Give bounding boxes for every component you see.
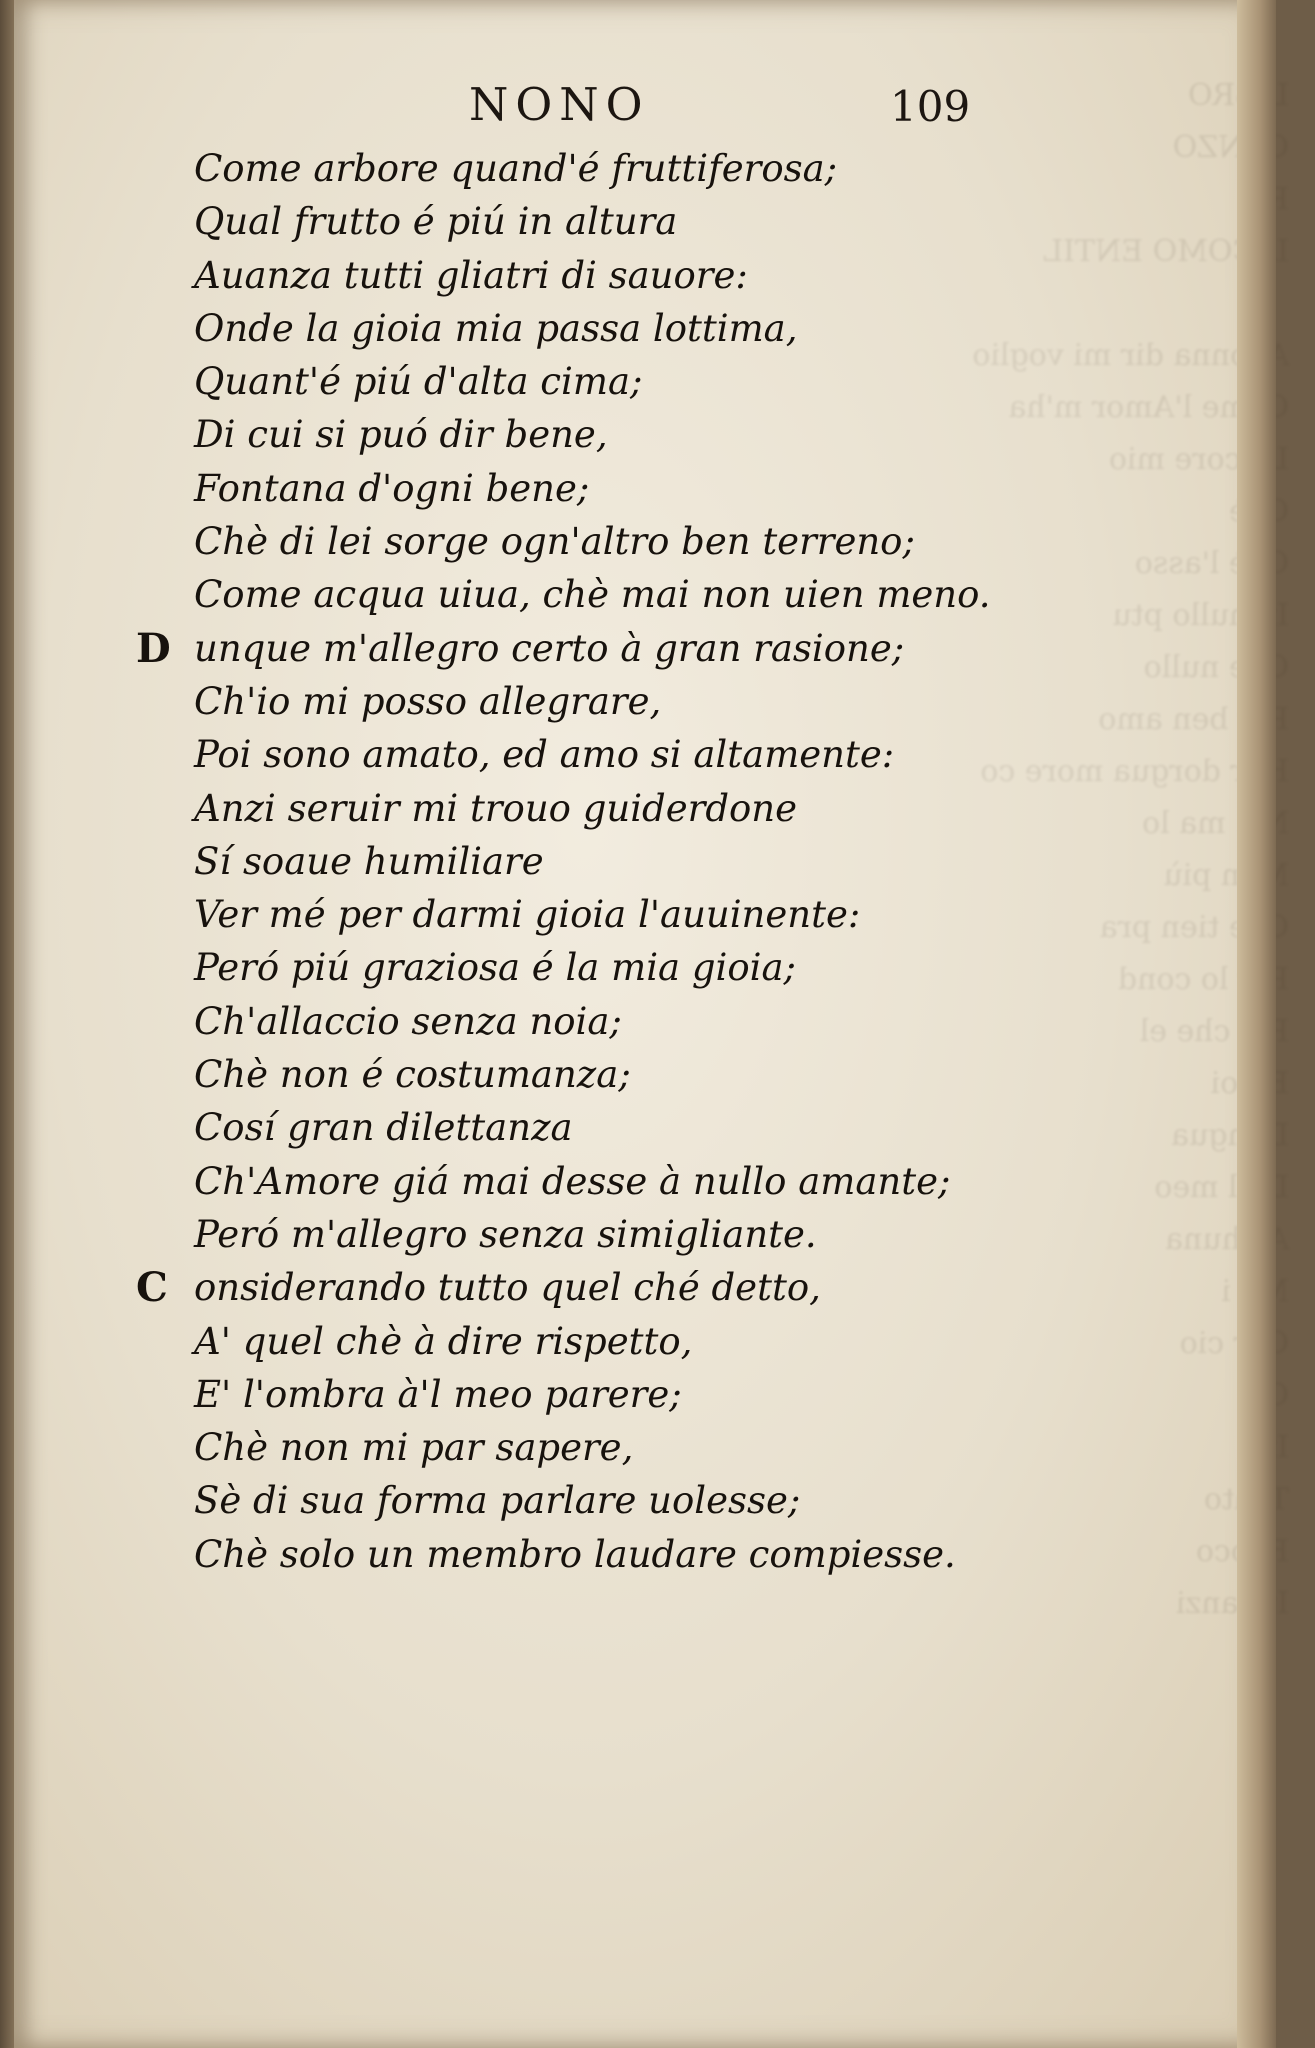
verse-line xyxy=(194,888,1094,941)
stanza-initial: C xyxy=(136,1264,168,1312)
verse-line xyxy=(194,835,1094,888)
page-number: 109 xyxy=(890,82,971,131)
verse-line xyxy=(194,995,1094,1048)
verse-line xyxy=(194,302,1094,355)
verse-line xyxy=(194,515,1094,568)
verse-text: Anzi seruir mi trouo guiderdone xyxy=(194,786,798,830)
verse-line xyxy=(194,1101,1094,1154)
page-edge xyxy=(1237,0,1276,2048)
verse-text: Come arbore quand'é fruttiferosa; xyxy=(194,147,838,190)
verse-text: Di cui si puó dir bene, xyxy=(194,413,608,457)
verse-text: Peró m'allegro senza simigliante. xyxy=(194,1212,817,1256)
verse-line xyxy=(194,1421,1094,1474)
verse-text: Ch'io mi posso allegrare, xyxy=(194,679,662,723)
verse-text: Chè non mi par sapere, xyxy=(194,1426,634,1470)
verse-text: Onde la gioia mia passa lottima, xyxy=(194,306,798,350)
verse-text: Ver mé per darmi gioia l'auuinente: xyxy=(194,893,861,937)
book-page xyxy=(14,0,1289,2048)
verse-text: Ch'Amore giá mai desse à nullo amante; xyxy=(194,1159,951,1203)
verse-line xyxy=(194,408,1094,461)
verse-line xyxy=(194,675,1094,728)
verse-text: Peró piú graziosa é la mia gioia; xyxy=(194,946,797,990)
stanza-initial: D xyxy=(136,624,171,672)
verse-line xyxy=(194,1048,1094,1101)
verse-line xyxy=(194,568,1094,621)
verse-text: Quant'é piú d'alta cima; xyxy=(194,360,643,404)
verse-line xyxy=(194,941,1094,994)
verse-line xyxy=(194,1155,1094,1208)
verse-line xyxy=(194,1368,1094,1421)
verse-text: unque m'allegro certo à gran rasione; xyxy=(194,626,905,670)
verse-line xyxy=(194,1315,1094,1368)
verse-text: Auanza tutti gliatri di sauore: xyxy=(194,253,748,297)
verse-text: Cosí gran dilettanza xyxy=(194,1106,573,1150)
verse-text: Poi sono amato, ed amo si altamente: xyxy=(194,733,895,777)
verse-line xyxy=(194,1474,1094,1527)
verse-line xyxy=(136,622,1094,675)
verse-text: Ch'allaccio senza noia; xyxy=(194,999,622,1043)
verse-text: A' quel chè à dire rispetto, xyxy=(194,1319,693,1363)
poem-text xyxy=(136,142,1094,1581)
running-title: NONO xyxy=(469,78,650,131)
verse-text: Come acqua uiua, chè mai non uien meno. xyxy=(194,573,991,617)
verse-line xyxy=(194,462,1094,515)
verse-text: Sè di sua forma parlare uolesse; xyxy=(194,1479,801,1523)
verse-line xyxy=(194,1208,1094,1261)
verse-line xyxy=(194,249,1094,302)
verse-line xyxy=(194,782,1094,835)
verse-line xyxy=(194,355,1094,408)
verse-line xyxy=(194,142,1094,195)
verse-text: Chè di lei sorge ogn'altro ben terreno; xyxy=(194,520,915,564)
verse-line xyxy=(194,728,1094,781)
verse-text: E' l'ombra à'l meo parere; xyxy=(194,1372,682,1416)
verse-text: onsiderando tutto quel ché detto, xyxy=(194,1266,821,1310)
verse-text: Qual frutto é piú in altura xyxy=(194,200,678,244)
show-through-text: CANZO IACOMO ENTIL Adonna dir mi voglio l'Amor m'ha core mio l'asso nullo ptu nullo ben amo dorgua more co ma lo più tien pra lo cond che el E noi Dongua D meo Alchuna i cio Innanzi xyxy=(972,130,1289,1621)
verse-text: Chè solo un membro laudare compiesse. xyxy=(194,1532,956,1576)
verse-line xyxy=(136,1261,1094,1314)
verse-text: Sí soaue humiliare xyxy=(194,839,544,883)
verse-line xyxy=(194,195,1094,248)
verse-text: Chè non é costumanza; xyxy=(194,1053,631,1097)
verse-line xyxy=(194,1528,1094,1581)
verse-text: Fontana d'ogni bene; xyxy=(194,466,590,510)
